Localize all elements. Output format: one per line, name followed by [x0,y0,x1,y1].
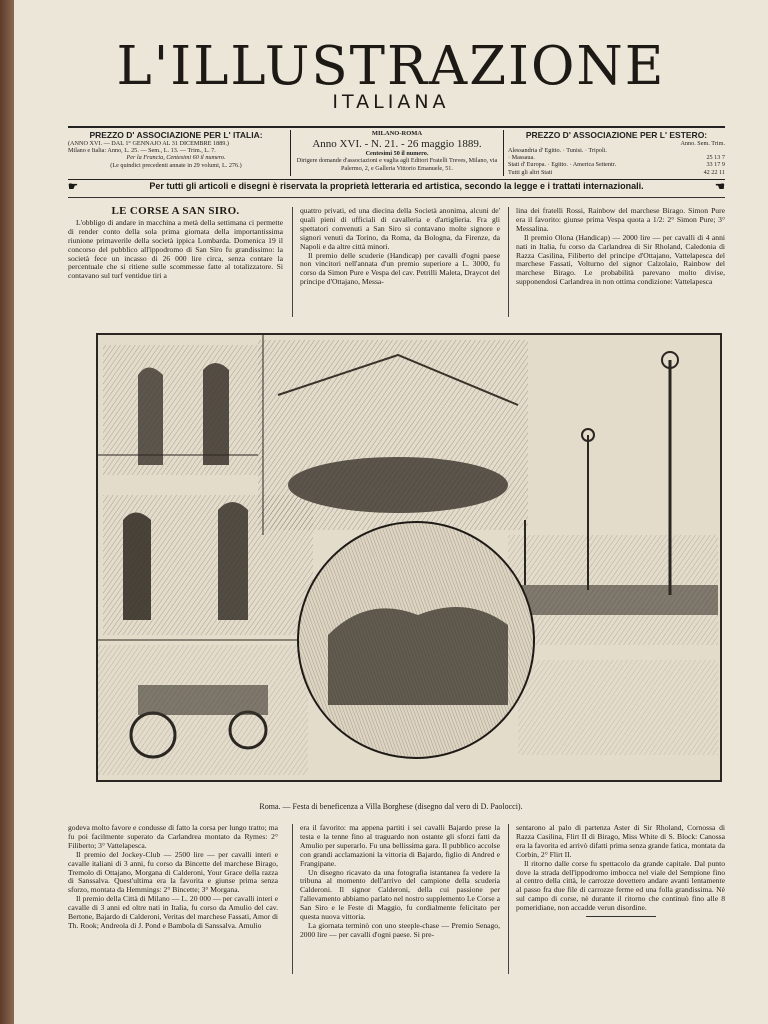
column-rule [508,824,509,974]
column-rule [508,207,509,317]
subscription-italy-line: (ANNO XVI. — DAL 1° GENNAJO AL 31 DICEMBRE 1889.) [68,140,229,147]
article-paragraph: L'obbligo di andare in macchina a metà della settimana ci permette di render conto della sola prima giornata della importantissima riunione primaverile della società ippica Lombarda. Domenica 19 il concorso del pubblico all'ippodromo di San Siro fu grandissimo: la società fece un incasso di 26 000 lire circa, senza contare la percentuale che si ritiene sulle scommesse fatte al totalizzatore. Si contavano sul turf ventidue tiri a [68,217,283,281]
illustration-caption: Roma. — Festa di beneficenza a Villa Borghese (disegno dal vero di D. Paolocci). [259,802,523,811]
article-paragraph: sentarono al palo di partenza Aster di Sir Rholand, Cornossa di Razza Casilina, Flirt II di Birago, Miss White di S. Block: Canossa era la favorita ed arrivò difatti prima senza grande fatica, montata da Corbin, 2° Flirt II. [516,823,725,859]
divider [68,197,725,198]
bottom-column-2 [300,824,500,940]
article-paragraph: Il premio del Jockey-Club — 2500 lire — per cavalli interi e cavalle italiani di 3 anni, fu corso da Bincette del marchese Birago, Tremolo di Ottajano, Morgana di Calderoni, Your Grace della razza di Sanssalva. Quest'ultima era la favorita e giunse prima senza sforzo, montata da Hemmings: 2° Bincette; 3° Morgana. [68,849,278,895]
article-paragraph: La giornata terminò con uno steeple-chase — Premio Senago, 2000 lire — per cavalli d'ogni paese. Si pre- [300,920,500,939]
masthead-title: L'ILLUSTRAZIONE [116,36,666,97]
article-paragraph: era il favorito: ma appena partiti i sei cavalli Bajardo prese la testa e la tenne fino al traguardo non ostante gli sforzi fatti da Amulio per superarlo. Fu una bellissima gara. Il pubblico accolse con grandi acclamazioni la vittoria di Bajardo, figlio di Andred e Frangipane. [300,823,500,868]
column-rule [292,207,293,317]
book-binding [0,0,14,1024]
copyright-notice [68,181,725,191]
article-column-1 [68,207,283,281]
subscription-italy-line: Per la Francia, Centesimi 60 il numero. [126,154,226,162]
subscription-italy-heading: PREZZO D' ASSOCIAZIONE PER L' ITALIA: [89,130,263,140]
subscription-italy-line: (Le quindici precedenti annate in 29 volumi, L. 276.) [110,161,242,169]
article-title: LE CORSE A SAN SIRO. [111,205,240,217]
pointing-hand-icon: ☛ [68,181,78,193]
article-paragraph: Un disegno ricavato da una fotografia istantanea fa vedere la tribuna al momento dell'arrivo del campione della scuderia Calderoni. Il signor Calderoni, della cui passione per l'allevamento abbiamo parlato nel nostro supplemento Le Corse a San Siro e le Feste di Maggio, fu cordialmente felicitato per questa nuova vittoria. [300,867,500,922]
engraving-illustration [96,333,722,782]
article-paragraph: Il premio delle scuderie (Handicap) per cavalli d'ogni paese non vincitori nell'annata d'un premio superiore a L. 3000, fu corso da Simon Pure e Vespa del cav. Petrilli Maleta, Draycot del principe d'Ottajano, Messa- [300,250,500,287]
article-paragraph: Il premio Olona (Handicap) — 2000 lire — per cavalli di 4 anni nati in Italia, fu corso da Carlandrea di Sir Rholand, Caledonia di Razza Casilina, Filiberto del principe d'Ottajano, Vattelapesca del marchese Fassati, Volturno del signor Calzolaio, Rainbow del marchese Birago. Le probabilità parevano molto divise, supponendosi Carlandrea in non ottima condizione: Vattelapesca [516,232,725,287]
subscription-italy-line: Milano e Italia: Anno, L. 25. — Sem., L. 13. — Trim., L. 7. [68,147,216,155]
issue-price: Centesimi 50 il numero. [365,150,429,158]
article-paragraph: quattro privati, ed una diecina della Società anonima, alcuni de' quali pieni di ufficiali di cavalleria e d'artiglieria. Fra gli spettatori convenuti a San Siro si contavano molte signore e signori venuti da Torino, da Roma, da Bologna, da Firenze, da Napoli e da altre città minori. [300,206,500,251]
subscription-abroad-row: · Massaua. 25 13 7 [508,154,725,162]
subscription-abroad-row: Tutti gli altri Stati 42 22 11 [508,168,725,176]
article-column-3 [516,207,725,287]
article-paragraph: lina dei fratelli Rossi, Rainbow del marchese Birago. Simon Pure era il favorito: giunse prima Vespa quota a 1/2: 2° Simon Pure; 3° Messalina. [516,206,725,233]
end-divider [586,916,656,917]
pointing-hand-icon: ☛ [715,181,725,193]
newspaper-page [14,0,768,1024]
subscription-abroad-row: Alessandria d' Egitto. · Tunisi. · Tripoli. [508,147,607,154]
subscription-info-row [68,126,725,180]
issue-city: MILANO-ROMA [371,130,423,137]
issue-info [290,130,504,176]
subscription-abroad-columns: Anno. Sem. Trim. [680,140,725,147]
copyright-notice-text: Per tutti gli articoli e disegni è riservata la proprietà letteraria ed artistica, secondo la legge e i trattati internazionali. [149,181,644,191]
bottom-column-3 [516,824,725,917]
article-paragraph: Il premio della Città di Milano — L. 20 000 — per cavalli interi e cavalle di 3 anni ed oltre nati in Italia, fu corso da Amulio del cav. Bertone, Bajardo di Calderoni, Veritas del marchese Fassati, Amor di Th. Rook; Andreola di J. Pond e Bambola di Sanssalva. Amulio [68,894,278,930]
subscription-abroad-row: Stati d' Europa. · Egitto. · America Settentr. 33 17 9 [508,161,725,169]
article-paragraph: Il ritorno dalle corse fu spettacolo da grande capitale. Dal punto dove la strada dell'ippodromo imbocca nel viale del Sempione fino al centro della città, le carrozze dovettero andare avanti lentamente al passo fra due file di carrozze ferme ed una folla grandissima. Nè sul campo di corse, nè durante il ritorno che continuò fino alle 8 pomeridiane, non accadde verun disordine. [516,858,725,913]
issue-address: Dirigere domande d'associazioni e vaglia agli Editori Fratelli Treves, Milano, via Palermo, 2, e Galleria Vittorio Emanuele, 51. [296,157,498,172]
subscription-abroad [508,130,725,176]
subscription-italy [68,130,284,169]
subscription-abroad-heading: PREZZO D' ASSOCIAZIONE PER L' ESTERO: [525,130,708,140]
masthead-subtitle: ITALIANA [332,91,450,113]
bottom-column-1 [68,824,278,931]
column-rule [292,824,293,974]
engraving-drawing [98,335,720,780]
article-column-2 [300,207,500,287]
article-paragraph: godeva molto favore e condusse di fatto la corsa per lungo tratto; ma fu poi facilmente superato da Carlandrea montato da Rymes: 2° Filiberto; 3° Vattelapesca. [68,823,278,850]
issue-number: Anno XVI. - N. 21. - 26 maggio 1889. [312,138,482,151]
